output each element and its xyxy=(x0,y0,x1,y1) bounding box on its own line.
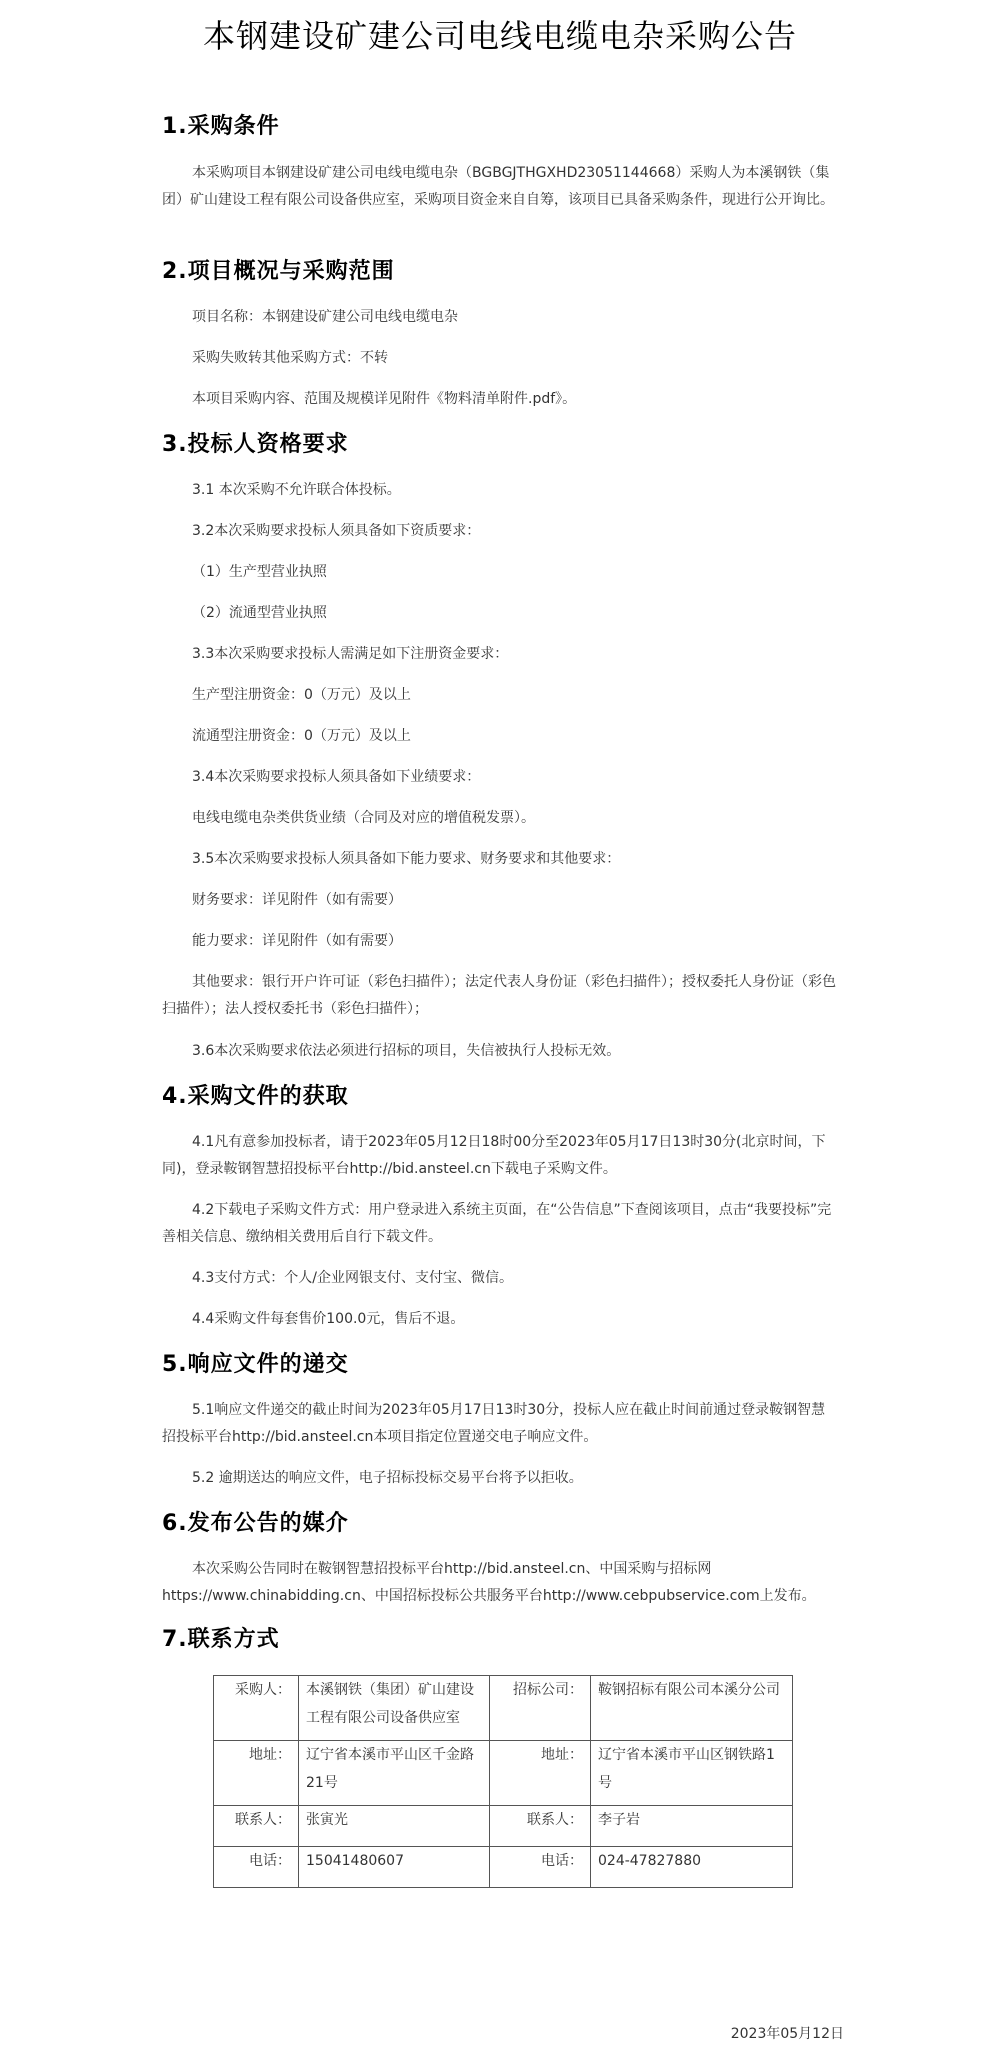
contact-table xyxy=(213,1675,793,1888)
paragraph: 3.1 本次采购不允许联合体投标。 xyxy=(192,482,401,498)
table-cell: 本溪钢铁（集团）矿山建设工程有限公司设备供应室 xyxy=(299,1676,490,1741)
section-heading: 4.采购文件的获取 xyxy=(162,1084,349,1109)
paragraph: 本采购项目本钢建设矿建公司电线电缆电杂（BGBGJTHGXHD23051144668）采购人为本溪钢铁（集团）矿山建设工程有限公司设备供应室，采购项目资金来自自筹，该项目已具备采购条件，现进行公开询比。 xyxy=(162,165,834,208)
paragraph: 4.4采购文件每套售价100.0元，售后不退。 xyxy=(192,1311,465,1327)
paragraph: 生产型注册资金：0（万元）及以上 xyxy=(192,687,411,703)
table-cell: 地址： xyxy=(490,1741,591,1806)
paragraph: 4.1凡有意参加投标者，请于2023年05月12日18时00分至2023年05月17日13时30分(北京时间，下同)，登录鞍钢智慧招投标平台http://bid.ansteel.cn下载电子采购文件。 xyxy=(162,1134,826,1177)
table-cell: 地址： xyxy=(214,1741,299,1806)
table-cell: 联系人： xyxy=(490,1806,591,1847)
publish-date: 2023年05月12日 xyxy=(730,2026,844,2042)
paragraph: 采购失败转其他采购方式：不转 xyxy=(192,350,388,366)
section-heading: 7.联系方式 xyxy=(162,1627,280,1652)
paragraph: 3.4本次采购要求投标人须具备如下业绩要求： xyxy=(192,769,481,785)
section-heading: 2.项目概况与采购范围 xyxy=(162,259,395,284)
paragraph: 4.2下载电子采购文件方式：用户登录进入系统主页面，在“公告信息”下查阅该项目，点击“我要投标”完善相关信息、缴纳相关费用后自行下载文件。 xyxy=(162,1202,832,1245)
paragraph: 流通型注册资金：0（万元）及以上 xyxy=(192,728,411,744)
table-cell: 辽宁省本溪市平山区钢铁路1号 xyxy=(591,1741,793,1806)
table-cell: 15041480607 xyxy=(299,1847,490,1888)
table-cell: 招标公司： xyxy=(490,1676,591,1741)
page-title: 本钢建设矿建公司电线电缆电杂采购公告 xyxy=(202,17,797,55)
paragraph: 3.6本次采购要求依法必须进行招标的项目，失信被执行人投标无效。 xyxy=(192,1043,621,1059)
table-cell: 张寅光 xyxy=(299,1806,490,1847)
paragraph: 本次采购公告同时在鞍钢智慧招投标平台http://bid.ansteel.cn、中国采购与招标网https://www.chinabidding.cn、中国招标投标公共服务平台http://www.cebpubservice.com上发布。 xyxy=(162,1561,816,1604)
paragraph: 其他要求：银行开户许可证（彩色扫描件）；法定代表人身份证（彩色扫描件）；授权委托人身份证（彩色扫描件）；法人授权委托书（彩色扫描件）； xyxy=(162,974,836,1017)
table-row xyxy=(214,1847,793,1888)
paragraph: 本项目采购内容、范围及规模详见附件《物料清单附件.pdf》。 xyxy=(192,391,577,407)
table-cell: 采购人： xyxy=(214,1676,299,1741)
paragraph: 3.5本次采购要求投标人须具备如下能力要求、财务要求和其他要求： xyxy=(192,851,621,867)
paragraph: 3.2本次采购要求投标人须具备如下资质要求： xyxy=(192,523,481,539)
table-cell: 联系人： xyxy=(214,1806,299,1847)
table-row xyxy=(214,1806,793,1847)
table-cell: 024-47827880 xyxy=(591,1847,793,1888)
section-heading: 1.采购条件 xyxy=(162,114,280,139)
table-cell: 电话： xyxy=(490,1847,591,1888)
paragraph: 5.2 逾期送达的响应文件，电子招标投标交易平台将予以拒收。 xyxy=(192,1470,583,1486)
table-cell: 鞍钢招标有限公司本溪分公司 xyxy=(591,1676,793,1741)
paragraph: 4.3支付方式：个人/企业网银支付、支付宝、微信。 xyxy=(192,1270,513,1286)
section-heading: 3.投标人资格要求 xyxy=(162,432,349,457)
paragraph: 项目名称：本钢建设矿建公司电线电缆电杂 xyxy=(192,309,458,325)
paragraph: 财务要求：详见附件（如有需要） xyxy=(192,892,402,908)
table-row xyxy=(214,1676,793,1741)
table-cell: 电话： xyxy=(214,1847,299,1888)
table-row xyxy=(214,1741,793,1806)
section-heading: 5.响应文件的递交 xyxy=(162,1352,349,1377)
paragraph: 5.1响应文件递交的截止时间为2023年05月17日13时30分，投标人应在截止时间前通过登录鞍钢智慧招投标平台http://bid.ansteel.cn本项目指定位置递交电子响应文件。 xyxy=(162,1402,826,1445)
section-heading: 6.发布公告的媒介 xyxy=(162,1511,349,1536)
paragraph: （1）生产型营业执照 xyxy=(192,564,327,580)
paragraph: 电线电缆电杂类供货业绩（合同及对应的增值税发票）。 xyxy=(192,810,535,826)
table-cell: 李子岩 xyxy=(591,1806,793,1847)
paragraph: 3.3本次采购要求投标人需满足如下注册资金要求： xyxy=(192,646,509,662)
paragraph: （2）流通型营业执照 xyxy=(192,605,327,621)
table-cell: 辽宁省本溪市平山区千金路21号 xyxy=(299,1741,490,1806)
paragraph: 能力要求：详见附件（如有需要） xyxy=(192,933,402,949)
